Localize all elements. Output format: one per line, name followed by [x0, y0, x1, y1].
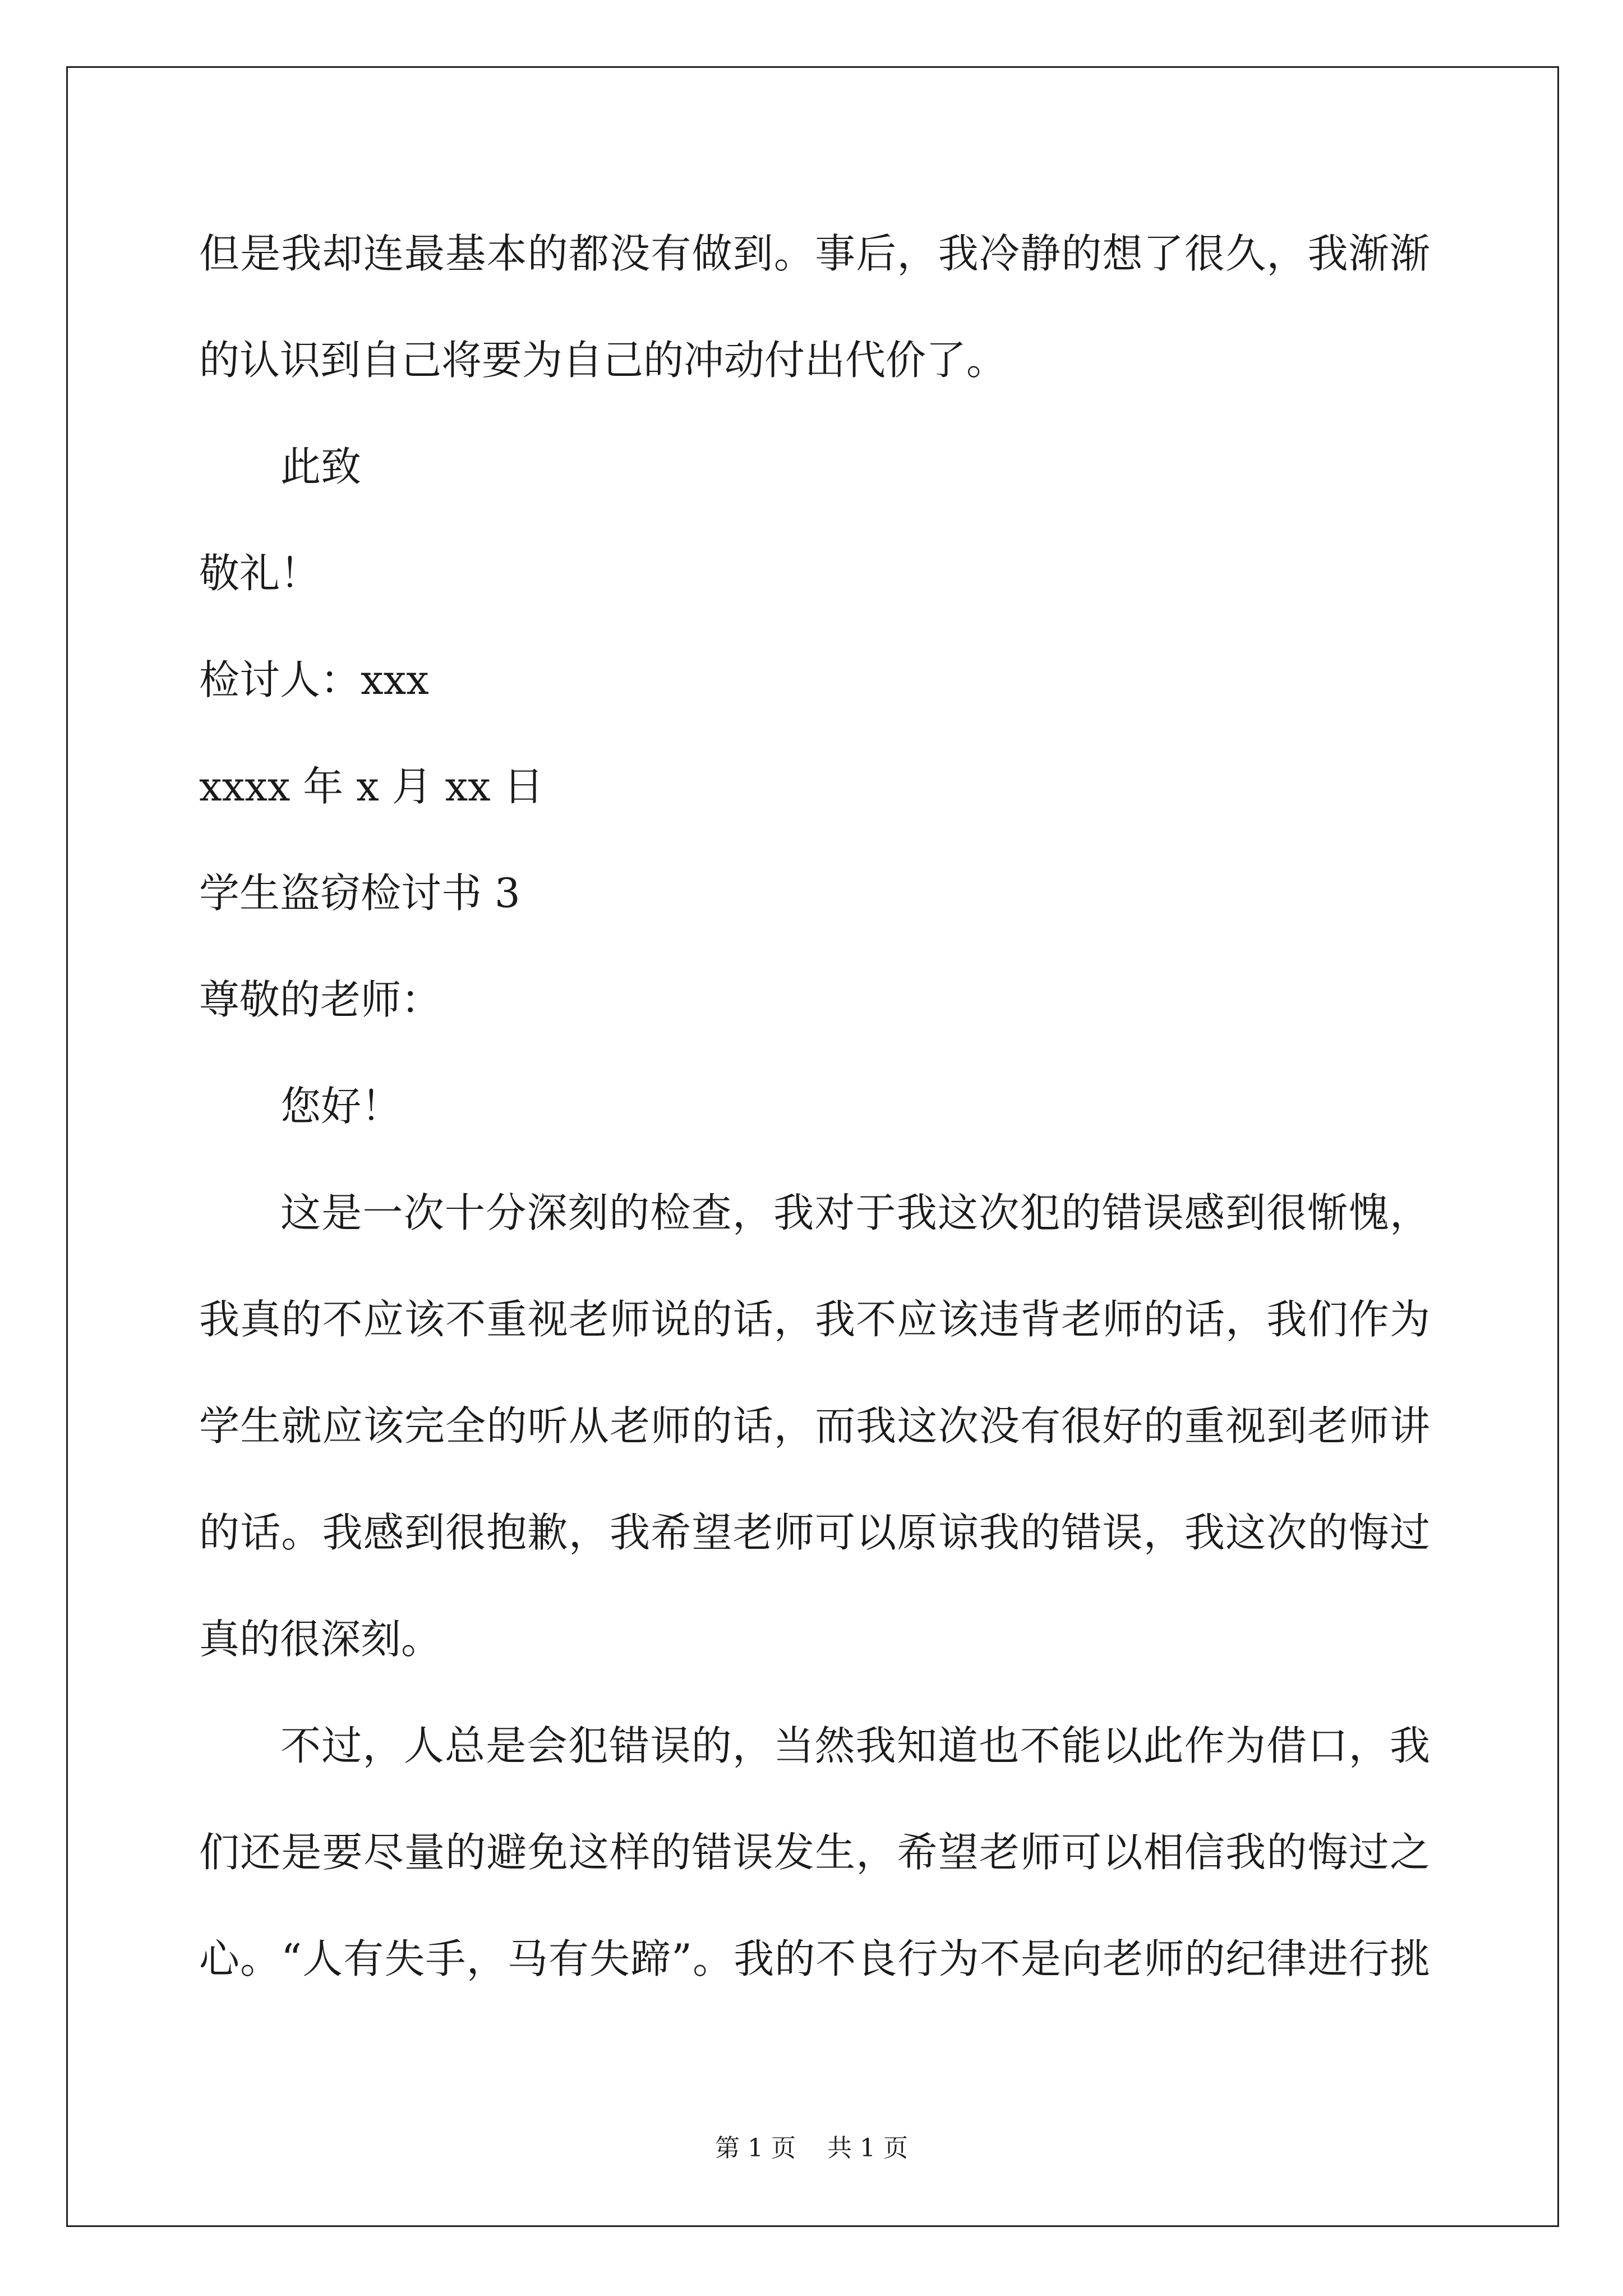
text-line: 的认识到自己将要为自己的冲动付出代价了。	[199, 337, 1007, 384]
text-line: 学生就应该完全的听从老师的话，而我这次没有很好的重视到老师讲	[199, 1402, 1430, 1450]
section-title: 学生盗窃检讨书 3	[199, 869, 520, 917]
text-line: 心。“人有失手，马有失蹄”。我的不良行为不是向老师的纪律进行挑	[199, 1935, 1430, 1982]
date-line: xxxx 年 x 月 xx 日	[199, 763, 544, 810]
greeting-recipient: 尊敬的老师：	[199, 976, 442, 1023]
greeting-hello: 您好！	[280, 1083, 402, 1130]
page-number: 第 1 页	[715, 2134, 796, 2162]
signature-line: 检讨人：xxx	[199, 656, 429, 703]
salutation-closing: 此致	[280, 443, 362, 490]
text-line: 但是我却连最基本的都没有做到。事后，我冷静的想了很久，我渐渐	[199, 230, 1430, 277]
page-total: 共 1 页	[827, 2134, 908, 2162]
page-frame	[66, 66, 1559, 2227]
text-line: 真的很深刻。	[199, 1616, 442, 1663]
text-line: 我真的不应该不重视老师说的话，我不应该违背老师的话，我们作为	[199, 1296, 1430, 1343]
text-line: 这是一次十分深刻的检查，我对于我这次犯的错误感到很惭愧，	[280, 1189, 1430, 1236]
page-footer	[0, 2132, 1623, 2165]
text-line: 们还是要尽量的避免这样的错误发生，希望老师可以相信我的悔过之	[199, 1829, 1430, 1876]
text-line: 不过，人总是会犯错误的，当然我知道也不能以此作为借口，我	[280, 1722, 1430, 1769]
text-line: 的话。我感到很抱歉，我希望老师可以原谅我的错误，我这次的悔过	[199, 1509, 1430, 1556]
salutation-regards: 敬礼！	[199, 550, 321, 597]
